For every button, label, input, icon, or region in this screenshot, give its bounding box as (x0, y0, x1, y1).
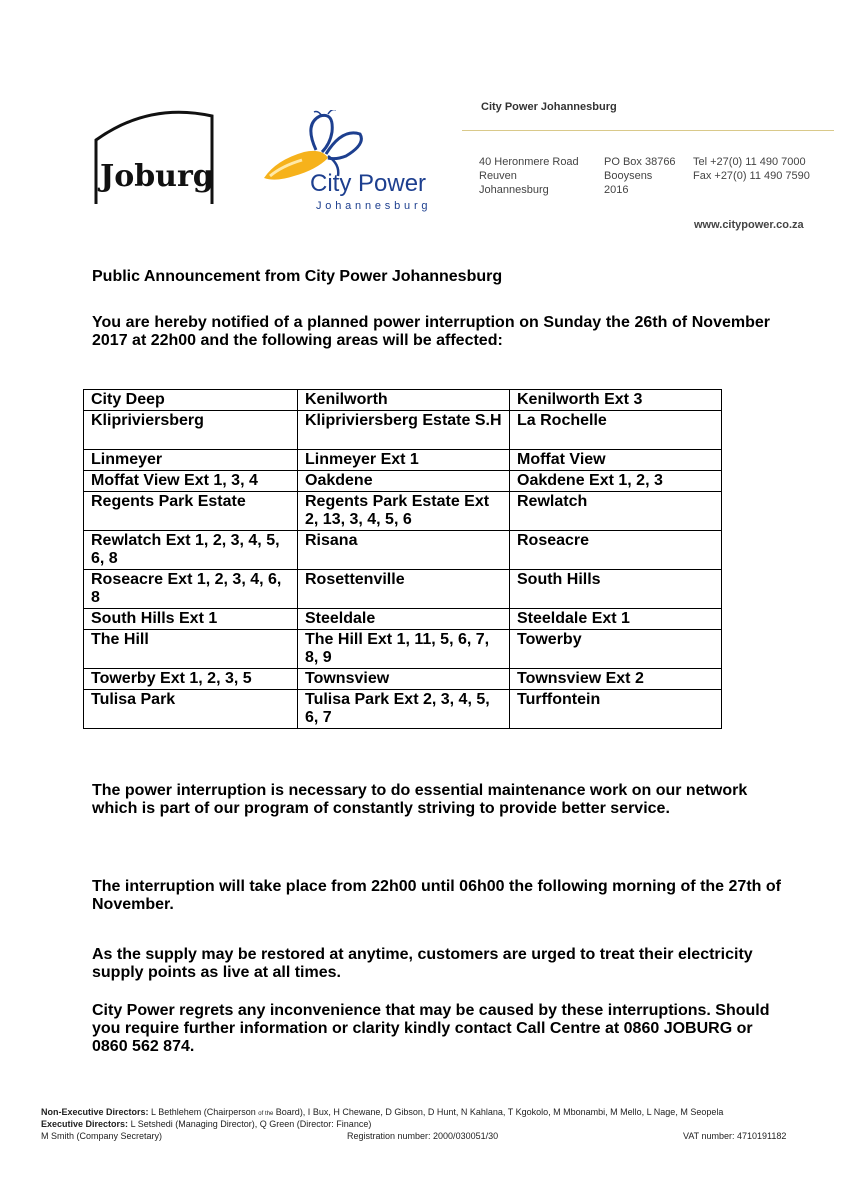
city-power-logo (256, 110, 456, 212)
area-cell: Klipriviersberg Estate S.H (298, 411, 510, 450)
area-cell: La Rochelle (510, 411, 722, 450)
address-line: Reuven (479, 170, 517, 182)
table-row (84, 609, 722, 630)
exec-label: Executive Directors: (41, 1119, 129, 1129)
area-cell: Roseacre Ext 1, 2, 3, 4, 6, 8 (84, 570, 298, 609)
table-row (84, 411, 722, 450)
maintenance-paragraph: The power interruption is necessary to do essential maintenance work on our network which is part of our program of constantly striving to provide better service. (92, 782, 748, 817)
area-cell: Moffat View (510, 450, 722, 471)
table-row (84, 630, 722, 669)
area-cell: Townsview Ext 2 (510, 669, 722, 690)
joburg-logo (94, 110, 214, 206)
area-cell: Kenilworth (298, 390, 510, 411)
area-cell: City Deep (84, 390, 298, 411)
postal-address (604, 155, 676, 197)
table-row (84, 450, 722, 471)
area-cell: Klipriviersberg (84, 411, 298, 450)
non-exec-names-b: Board), I Bux, H Chewane, D Gibson, D Hunt, N Kahlana, T Kgokolo, M Mbonambi, M Mello, L Nage, M Seopela (273, 1107, 724, 1117)
non-exec-names-a: L Bethlehem (Chairperson (151, 1107, 259, 1117)
area-cell: Oakdene (298, 471, 510, 492)
area-cell: Linmeyer Ext 1 (298, 450, 510, 471)
company-secretary: M Smith (Company Secretary) (41, 1131, 163, 1141)
area-cell: Kenilworth Ext 3 (510, 390, 722, 411)
letterhead-company-name: City Power Johannesburg (481, 101, 617, 113)
postal-line: PO Box 38766 (604, 156, 676, 168)
table-row (84, 390, 722, 411)
area-cell: Oakdene Ext 1, 2, 3 (510, 471, 722, 492)
website-link[interactable]: www.citypower.co.za (694, 219, 804, 231)
area-cell: Roseacre (510, 531, 722, 570)
area-cell: Towerby (510, 630, 722, 669)
joburg-logo-text: Joburg (100, 159, 214, 194)
area-cell: Turffontein (510, 690, 722, 729)
area-cell: Tulisa Park Ext 2, 3, 4, 5, 6, 7 (298, 690, 510, 729)
affected-areas-table (83, 389, 722, 729)
registration-number: Registration number: 2000/030051/30 (347, 1131, 499, 1141)
vat-number: VAT number: 4710191182 (683, 1131, 787, 1141)
announcement-heading: Public Announcement from City Power Johannesburg (92, 268, 503, 285)
non-exec-of-the: of the (258, 1111, 274, 1117)
safety-paragraph: As the supply may be restored at anytime, customers are urged to treat their electricity supply points as live at all times. (92, 946, 753, 981)
exec-names: L Setshedi (Managing Director), Q Green (Director: Finance) (130, 1119, 372, 1129)
area-cell: Regents Park Estate (84, 492, 298, 531)
letterhead-divider (462, 130, 834, 131)
non-executive-directors (41, 1107, 723, 1117)
area-cell: Linmeyer (84, 450, 298, 471)
table-row (84, 570, 722, 609)
announcement-intro: You are hereby notified of a planned power interruption on Sunday the 26th of November 2017 at 22h00 and the following areas will be affected: (92, 314, 770, 349)
area-cell: The Hill (84, 630, 298, 669)
executive-directors (41, 1119, 371, 1129)
table-row (84, 690, 722, 729)
area-cell: The Hill Ext 1, 11, 5, 6, 7, 8, 9 (298, 630, 510, 669)
area-cell: South Hills (510, 570, 722, 609)
area-cell: Risana (298, 531, 510, 570)
address-line: Johannesburg (479, 184, 549, 196)
contact-paragraph: City Power regrets any inconvenience that may be caused by these interruptions. Should you require further information or clarity kindly contact Call Centre at 0860 JOBURG or 0860 562 874. (92, 1002, 770, 1055)
area-cell: Steeldale (298, 609, 510, 630)
area-cell: Rosettenville (298, 570, 510, 609)
address-line: 40 Heronmere Road (479, 156, 579, 168)
contact-numbers (693, 155, 810, 183)
table-row (84, 531, 722, 570)
area-cell: Rewlatch (510, 492, 722, 531)
table-row (84, 492, 722, 531)
area-cell: Towerby Ext 1, 2, 3, 5 (84, 669, 298, 690)
postal-line: 2016 (604, 184, 629, 196)
fax-number: Fax +27(0) 11 490 7590 (693, 170, 810, 182)
postal-line: Booysens (604, 170, 653, 182)
area-cell: Moffat View Ext 1, 3, 4 (84, 471, 298, 492)
johannesburg-logo-text: Johannesburg (316, 200, 432, 212)
area-cell: Steeldale Ext 1 (510, 609, 722, 630)
non-exec-label: Non-Executive Directors: (41, 1107, 149, 1117)
area-cell: Tulisa Park (84, 690, 298, 729)
table-row (84, 669, 722, 690)
area-cell: Regents Park Estate Ext 2, 13, 3, 4, 5, 6 (298, 492, 510, 531)
street-address (479, 155, 579, 197)
city-power-logo-text: City Power (310, 170, 427, 197)
area-cell: Rewlatch Ext 1, 2, 3, 4, 5, 6, 8 (84, 531, 298, 570)
area-cell: Townsview (298, 669, 510, 690)
telephone-number: Tel +27(0) 11 490 7000 (693, 156, 806, 168)
area-cell: South Hills Ext 1 (84, 609, 298, 630)
schedule-paragraph: The interruption will take place from 22h00 until 06h00 the following morning of the 27th of November. (92, 878, 781, 913)
table-row (84, 471, 722, 492)
